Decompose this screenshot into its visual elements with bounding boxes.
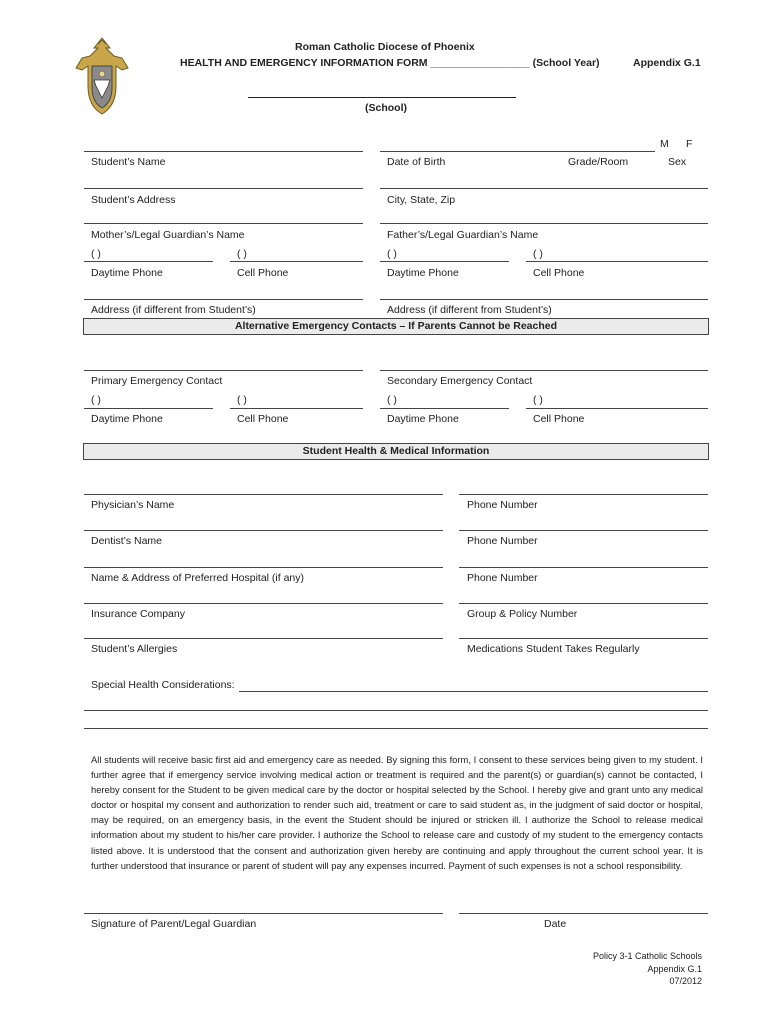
- grade-room-label: Grade/Room: [568, 156, 629, 168]
- father-daytime-phone-label: Daytime Phone: [387, 267, 459, 279]
- appendix-label: Appendix G.1: [633, 57, 701, 69]
- primary-contact-field[interactable]: [84, 370, 363, 371]
- health-info-heading: [83, 443, 709, 460]
- date-of-birth-label: Date of Birth: [387, 156, 446, 168]
- city-state-zip-field[interactable]: [380, 188, 708, 189]
- secondary-contact-label: Secondary Emergency Contact: [387, 375, 533, 387]
- special-considerations-line-3[interactable]: [84, 728, 708, 729]
- mother-daytime-phone-field[interactable]: [84, 261, 213, 262]
- primary-daytime-area-code: ( ): [91, 394, 101, 406]
- parent-signature-label: Signature of Parent/Legal Guardian: [91, 918, 257, 930]
- physician-name-label: Physician’s Name: [91, 499, 175, 511]
- father-name-label: Father’s/Legal Guardian’s Name: [387, 229, 539, 241]
- special-considerations-line-1[interactable]: [239, 691, 708, 692]
- hospital-phone-field[interactable]: [459, 567, 708, 568]
- primary-contact-label: Primary Emergency Contact: [91, 375, 223, 387]
- father-daytime-area-code: ( ): [387, 248, 397, 260]
- secondary-cell-area-code: ( ): [533, 394, 543, 406]
- medications-label: Medications Student Takes Regularly: [467, 643, 640, 655]
- sex-m-option[interactable]: M: [660, 138, 669, 150]
- father-cell-phone-label: Cell Phone: [533, 267, 585, 279]
- group-policy-field[interactable]: [459, 603, 708, 604]
- student-name-label: Student’s Name: [91, 156, 166, 168]
- father-name-field[interactable]: [380, 223, 708, 224]
- emergency-contacts-heading: [83, 318, 709, 335]
- hospital-label: Name & Address of Preferred Hospital (if any): [91, 572, 305, 584]
- allergies-field[interactable]: [84, 638, 443, 639]
- special-considerations-label: Special Health Considerations:: [91, 679, 235, 691]
- secondary-contact-field[interactable]: [380, 370, 708, 371]
- secondary-daytime-phone-field[interactable]: [380, 408, 509, 409]
- primary-cell-phone-label: Cell Phone: [237, 413, 289, 425]
- special-considerations-line-2[interactable]: [84, 710, 708, 711]
- sex-label: Sex: [668, 156, 687, 168]
- mother-address-label: Address (if different from Student’s): [91, 304, 256, 316]
- city-state-zip-label: City, State, Zip: [387, 194, 456, 206]
- diocese-title: Roman Catholic Diocese of Phoenix: [295, 41, 475, 53]
- physician-name-field[interactable]: [84, 494, 443, 495]
- emergency-contacts-heading-text: Alternative Emergency Contacts – If Parents Cannot be Reached: [234, 320, 558, 332]
- footer-appendix: Appendix G.1: [647, 963, 702, 974]
- dentist-phone-label: Phone Number: [467, 535, 538, 547]
- footer-policy: Policy 3-1 Catholic Schools: [592, 951, 702, 961]
- dentist-name-label: Dentist’s Name: [91, 535, 162, 547]
- primary-cell-area-code: ( ): [237, 394, 247, 406]
- secondary-daytime-area-code: ( ): [387, 394, 397, 406]
- signature-date-field[interactable]: [459, 913, 708, 914]
- father-cell-area-code: ( ): [533, 248, 543, 260]
- student-address-field[interactable]: [84, 188, 363, 189]
- student-address-label: Student’s Address: [91, 194, 176, 206]
- medications-field[interactable]: [459, 638, 708, 639]
- mother-daytime-phone-label: Daytime Phone: [91, 267, 163, 279]
- mother-address-field[interactable]: [84, 299, 363, 300]
- primary-daytime-phone-label: Daytime Phone: [91, 413, 163, 425]
- father-address-label: Address (if different from Student’s): [387, 304, 552, 316]
- dentist-phone-field[interactable]: [459, 530, 708, 531]
- allergies-label: Student’s Allergies: [91, 643, 178, 655]
- parent-signature-field[interactable]: [84, 913, 443, 914]
- school-label: (School): [365, 102, 407, 114]
- hospital-phone-label: Phone Number: [467, 572, 538, 584]
- secondary-daytime-phone-label: Daytime Phone: [387, 413, 459, 425]
- policy-footer: [593, 950, 702, 988]
- mother-name-label: Mother’s/Legal Guardian’s Name: [91, 229, 245, 241]
- secondary-cell-phone-field[interactable]: [526, 408, 708, 409]
- date-of-birth-field[interactable]: [380, 151, 655, 152]
- mother-name-field[interactable]: [84, 223, 363, 224]
- secondary-cell-phone-label: Cell Phone: [533, 413, 585, 425]
- mother-cell-phone-label: Cell Phone: [237, 267, 289, 279]
- father-daytime-phone-field[interactable]: [380, 261, 509, 262]
- father-address-field[interactable]: [380, 299, 708, 300]
- insurance-company-field[interactable]: [84, 603, 443, 604]
- signature-date-label: Date: [544, 918, 567, 930]
- primary-cell-phone-field[interactable]: [230, 408, 363, 409]
- group-policy-label: Group & Policy Number: [467, 608, 578, 620]
- consent-paragraph: All students will receive basic first aid and emergency care as needed. By signing this form, I consent to these services being given to my student. I further agree that if emergency service involving medical action or treatment is required and the parent(s) or guardian(s) cannot be contacted, I hereby consent for the Student to be given medical care by the doctor or hospital selected by the School. I hereby give and grant unto any medical doctor or hospital my consent and authorization to render such aid, treatment or care to said student as, in the judgment of said doctor or hospital, may be required, on an emergency basis, in the event the Student should be injured or stricken ill. I authorize the School to release medical information about my student to his/her care provider. I authorize the School to release care and custody of my student to the emergency contacts listed above. It is understood that the consent and authorization given hereby are continuing and apply throughout the current school year. It is further understood that insurance or parent of student will pay any expenses incurred. Payment of such expenses is not a school responsibility.: [91, 754, 703, 871]
- mother-daytime-area-code: ( ): [91, 248, 101, 260]
- mother-cell-phone-field[interactable]: [230, 261, 363, 262]
- health-info-heading-text: Student Health & Medical Information: [302, 445, 490, 457]
- footer-date: 07/2012: [669, 976, 702, 986]
- school-name-field[interactable]: [248, 97, 516, 98]
- dentist-name-field[interactable]: [84, 530, 443, 531]
- sex-f-option[interactable]: F: [686, 138, 693, 150]
- primary-daytime-phone-field[interactable]: [84, 408, 213, 409]
- insurance-company-label: Insurance Company: [91, 608, 185, 620]
- hospital-field[interactable]: [84, 567, 443, 568]
- father-cell-phone-field[interactable]: [526, 261, 708, 262]
- form-title: HEALTH AND EMERGENCY INFORMATION FORM _________________ (School Year): [180, 57, 600, 69]
- student-name-field[interactable]: [84, 151, 363, 152]
- physician-phone-field[interactable]: [459, 494, 708, 495]
- mother-cell-area-code: ( ): [237, 248, 247, 260]
- diocese-seal-logo: [72, 36, 132, 116]
- physician-phone-label: Phone Number: [467, 499, 538, 511]
